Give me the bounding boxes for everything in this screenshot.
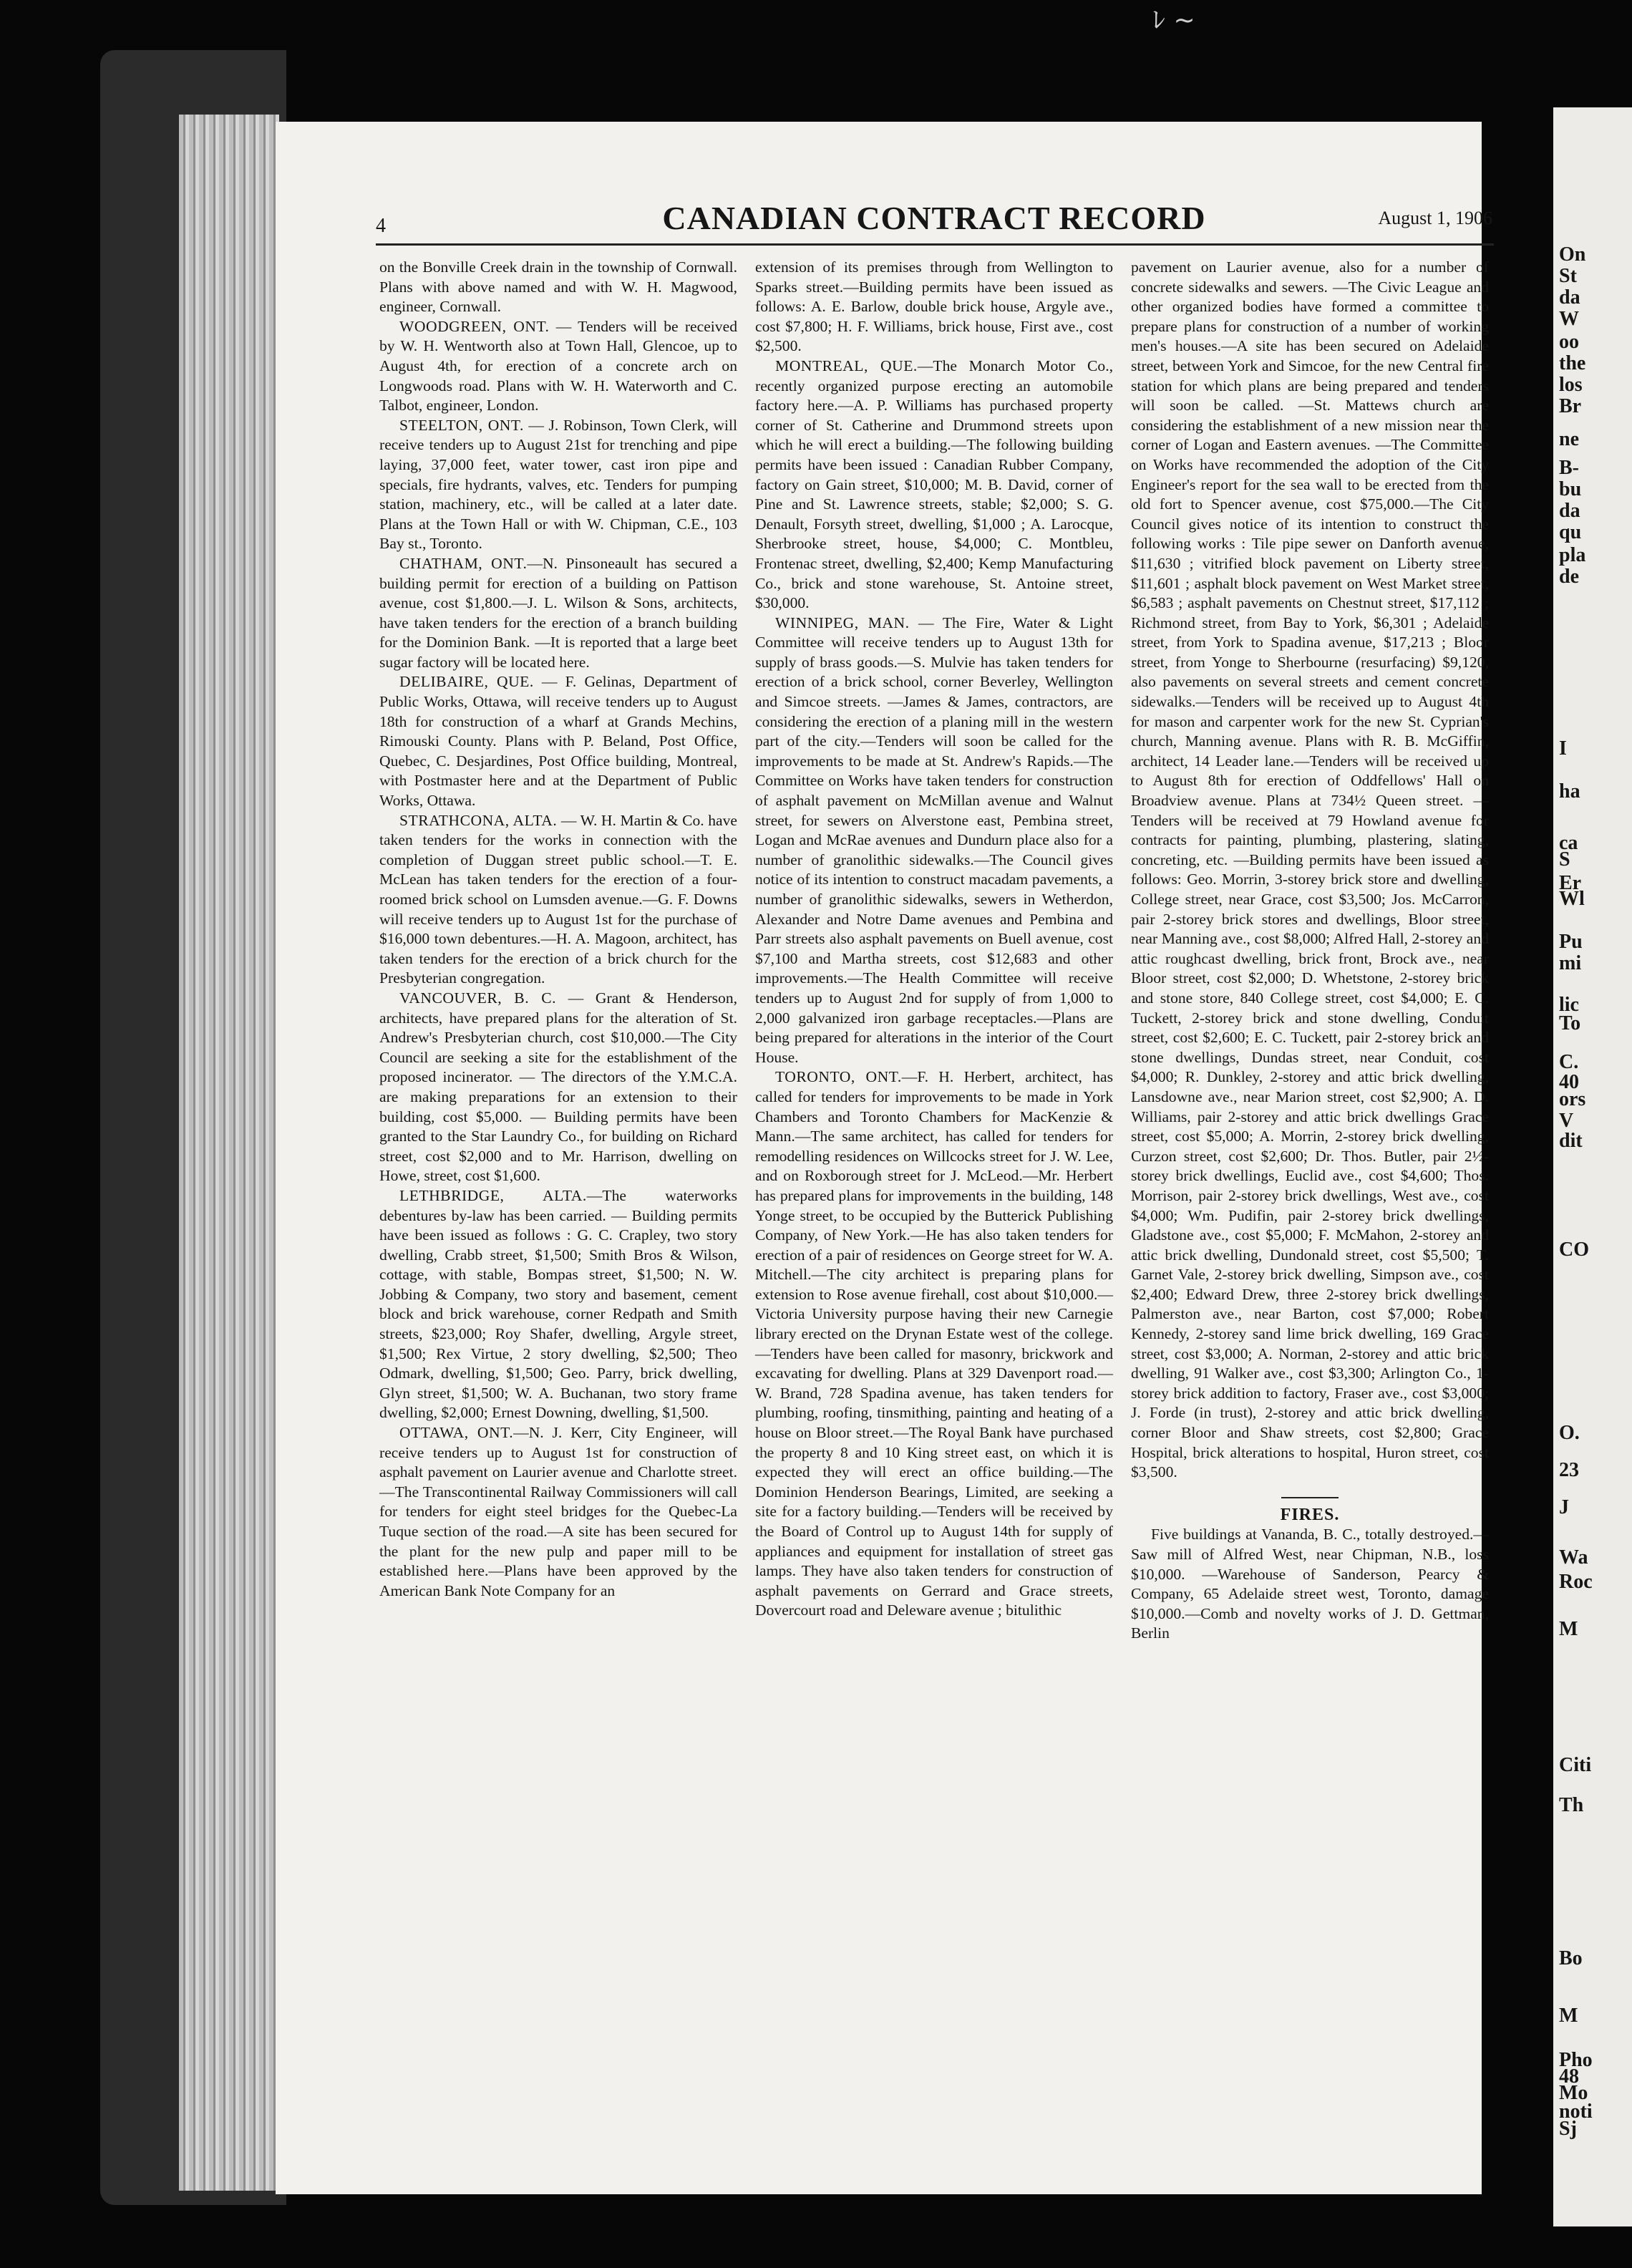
newspaper-page [276, 122, 1492, 2194]
adjacent-page-fragment: St [1559, 265, 1577, 287]
adjacent-page-fragment: Er [1559, 872, 1582, 894]
adjacent-page-fragment: los [1559, 374, 1583, 396]
adjacent-page-fragment: M [1559, 2005, 1578, 2027]
adjacent-page-fragment: da [1559, 286, 1580, 309]
adjacent-page-fragment: bu [1559, 478, 1582, 500]
dateline: OTTAWA, ONT. [399, 1424, 514, 1442]
adjacent-page-fragment: Pu [1559, 931, 1583, 953]
adjacent-page-fragment: B- [1559, 457, 1579, 479]
paragraph-text: —The waterworks debentures by-law has been carried. — Building permits have been issued as follows : G. C. Crapley, two story dwelling, Crabb street, $1,500; Smith Bros & Wilson, cottage, with stable, Bompas street, $1,500; N. W. Jobbing & Company, two story and basement, cement block and brick warehouse, corner Redpath and Smith streets, $23,000; Roy Shafer, dwelling, Argyle street, $1,500; Rex Virtue, 2 story dwelling, $2,500; Theo Odmark, dwelling, $1,500; Geo. Parry, brick dwelling, Glyn street, $1,500; W. A. Buchanan, two story frame dwelling, $2,000; Ernest Downing, dwelling, $1,500. [379, 1186, 737, 1422]
adjacent-page-fragment: lic [1559, 994, 1579, 1016]
paragraph-text: extension of its premises through from Wellington to Sparks street.—Building permits have been issued as follows: A. E. Barlow, double brick house, Argyle ave., cost $7,800; H. F. Williams, brick house, First ave., cost $2,500. [755, 258, 1113, 355]
dateline: CHATHAM, ONT. [399, 554, 528, 572]
article-paragraph [379, 416, 737, 554]
article-paragraph [755, 357, 1113, 614]
section-title: FIRES. [1280, 1505, 1340, 1524]
paragraph-text: —F. H. Herbert, architect, has called for tenders for improvements to be made in York Chambers and Toronto Chambers for MacKenzie & Mann.—The same architect, has called for tenders for remodelling residences on Willcocks street for J. W. Lee, and on Roxborough street for J. McLeod.—Mr. Herbert has prepared plans for improvements in the building, 148 Yonge street, to be occupied by the Butterick Publishing Company, of New York.—He has also taken tenders for erection of a pair of residences on George street for W. A. Mitchell.—The city architect is preparing plans for extension to Rose avenue firehall, cost about $10,000.—Victoria University purpose having their new Carnegie library erected on the Drynan Estate west of the college.—Tenders have been called for masonry, brickwork and excavating for dwelling. Plans at 329 Davenport road.—W. Brand, 728 Spadina avenue, has taken tenders for plumbing, roofing, tinsmithing, painting and heating of a house on Bloor street.—The Royal Bank have purchased the property 8 and 10 King street east, on which it is expected they will erect an office building.—The Dominion Henderson Bearings, Limited, are seeking a site for a factory building.—Tenders will be received by the Board of Control up to August 14th for supply of appliances and equipment for installation of street gas lamps. They have also taken tenders for construction of asphalt pavements on Gerrard and Grace streets, Dovercourt road and Deleware avenue ; bitulithic [755, 1068, 1113, 1619]
adjacent-page-fragment: Th [1559, 1794, 1584, 1816]
adjacent-page-fragment: ca [1559, 832, 1578, 854]
article-paragraph [379, 811, 737, 989]
header-rule [376, 243, 1494, 246]
page-number: 4 [376, 215, 386, 237]
paragraph-text: — The Fire, Water & Light Committee will receive tenders up to August 13th for supply of brass goods.—S. Mulvie has taken tenders for erection of a brick school, corner Beverley, Wellington and Simcoe streets. —James & James, contractors, are considering the erection of a planing mill in the western part of the city.—Tenders will soon be called for the improvements to be made at St. Andrew's Rapids.—The Committee on Works have taken tenders for construction of asphalt pavement on McMillan avenue and Walnut street, for sewers on Alverstone east, Pembina street, Logan and McRae avenues and Dundurn place also for a number of granolithic sidewalks.—The Council gives notice of its intention to construct macadam pavements, a number of granolithic sidewalks, sewers in Wetherdon, Alexander and Notre Dame avenues and Pembina and Parr streets also asphalt pavements on Buell avenue, cost $7,100 and Martha streets, cost $12,683 and other improvements.—The Health Committee will receive tenders up to August 2nd for supply of from 1,000 to 2,000 galvanized iron garbage receptacles.—Plans are being prepared for alterations in the interior of the Court House. [755, 614, 1113, 1066]
adjacent-page-fragment: ha [1559, 780, 1580, 803]
dateline: LETHBRIDGE, ALTA. [399, 1186, 587, 1204]
adjacent-page-fragment: mi [1559, 952, 1582, 974]
dateline: WINNIPEG, MAN. [775, 614, 910, 631]
adjacent-page-edge [1553, 107, 1632, 2226]
dateline: VANCOUVER, B. C. [399, 989, 557, 1007]
article-paragraph [379, 672, 737, 810]
adjacent-page-fragment: S [1559, 848, 1570, 871]
adjacent-page-fragment: da [1559, 500, 1580, 522]
paragraph-text: — F. Gelinas, Department of Public Works, Ottawa, will receive tenders up to August 18th for construction of a wharf at Grands Mechins, Rimouski County. Plans with P. Beland, Post Office, Quebec, C. Desjardines, Post Office building, Montreal, with Postmaster here and at the Department of Public Works, Ottawa. [379, 673, 737, 810]
adjacent-page-fragment: On [1559, 243, 1586, 266]
paragraph-text: — J. Robinson, Town Clerk, will receive tenders up to August 21st for trenching and pipe laying, 37,000 feet, water tower, cast iron pipe and specials, fire hydrants, valves, etc. Tenders for pumping station, machinery, etc., will be called at a later date. Plans at the Town Hall or with W. Chipman, C.E., 103 Bay st., Toronto. [379, 416, 738, 553]
article-paragraph [379, 1186, 737, 1423]
adjacent-page-fragment: Citi [1559, 1754, 1592, 1776]
journal-title: CANADIAN CONTRACT RECORD [662, 200, 1206, 236]
adjacent-page-fragment: Mo [1559, 2082, 1588, 2104]
adjacent-page-fragment: V [1559, 1110, 1574, 1132]
adjacent-page-fragment: O. [1559, 1422, 1580, 1444]
issue-date: August 1, 1906 [1378, 208, 1492, 228]
paragraph-text: — Tenders will be received by W. H. Wentworth also at Town Hall, Glencoe, up to August 4th, for erection of a concrete arch on Longwoods road. Plans with W. H. Waterworth and C. Talbot, engineer, London. [379, 317, 737, 415]
article-paragraph [379, 989, 737, 1186]
adjacent-page-fragment: CO [1559, 1239, 1589, 1261]
paragraph-text: — W. H. Martin & Co. have taken tenders for the works in connection with the completion of Duggan street public school.—T. E. McLean has taken tenders for the erection of a four-roomed brick school on Lumsden avenue.—G. F. Downs will receive tenders up to August 1st for the purchase of $16,000 town debentures.—H. A. Magoon, architect, has taken tenders for the erection of a brick church for the Presbyterian congregation. [379, 811, 737, 987]
article-paragraph [1131, 258, 1489, 1483]
dateline: DELIBAIRE, QUE. [399, 673, 534, 691]
column-1 [379, 258, 737, 1601]
dateline: TORONTO, ONT. [775, 1068, 902, 1086]
section-rule [1281, 1497, 1339, 1498]
paragraph-text: —N. J. Kerr, City Engineer, will receive tenders up to August 1st for construction of asphalt pavement on Laurier avenue and Charlotte street.—The Transcontinental Railway Commissioners will call for tenders for eight steel bridges for the Quebec-La Tuque section of the road.—A site has been secured for the plant for the new pulp and paper mill to be established here.—Plans have been approved by the American Bank Note Company for an [379, 1424, 737, 1599]
dateline: STEELTON, ONT. [399, 416, 524, 434]
dateline: MONTREAL, QUE. [775, 357, 918, 374]
column-3 [1131, 258, 1489, 1644]
article-paragraph [379, 554, 737, 673]
dateline: WOODGREEN, ONT. [399, 317, 550, 335]
adjacent-page-fragment: 23 [1559, 1459, 1579, 1481]
adjacent-page-fragment: Sj [1559, 2118, 1577, 2140]
page-stack-edges [179, 115, 279, 2191]
paragraph-text: pavement on Laurier avenue, also for a number of concrete sidewalks and sewers. —The Civic League and other organized bodies have formed a committee to prepare plans for construction of a number of working men's houses.—A site has been secured on Adelaide street, between York and Simcoe, for the new Central fire station for which plans are being prepared and tenders will soon be called. —St. Mattews church are considering the establishment of a new mission near the corner of Logan and Eastern avenues. —The Committee on Works have recommended the adoption of the City Engineer's report for the sea wall to be erected from the old fort to Spencer avenue, cost $75,000.—The City Council gives notice of its intention to construct the following works : Tile pipe sewer on Danforth avenue, $11,630 ; vitrified block pavement on Liberty street, $11,601 ; asphalt block pavement on West Market street, $6,583 ; asphalt pavements on Chestnut street, $17,112 ; Richmond street, from Bay to York, $6,301 ; Adelaide street, from York to Spadina avenue, $17,213 ; Bloor street, from Yonge to Sherbourne (resurfacing) $9,120, also pavements on several streets and cement concrete sidewalks.—Tenders will be received up to August 4th for mason and carpenter work for the new St. Cyprian's church, Manning avenue. Plans with R. B. McGiffin, architect, 14 Leader lane.—Tenders will be received up to August 8th for erection of Oddfellows' Hall on Broadview avenue. Plans at 734½ Queen street. — Tenders will be received at 79 Howland avenue for contracts for painting, plumbing, plastering, slating, concreting, etc. —Building permits have been issued as follows: Geo. Morrin, 3-storey brick store and dwelling, College street, near Grace, cost $3,500; Jos. McCarron, pair 2-storey brick stores and dwellings, Bloor street, near Manning ave., cost $8,000; Alfred Hall, 2-storey and attic roughcast dwelling, brick front, Brock ave., near Bloor street, cost $2,000; D. Whetstone, 2-storey brick and stone store, 840 College street, cost $4,000; E. C. Tuckett, 2-storey brick and stone dwelling, Conduit street, cost $2,600; E. C. Tuckett, pair 2-storey brick and stone dwellings, Dundas street, near Conduit, cost $4,000; R. Dunkley, 2-storey and attic brick dwelling, Lansdowne ave., near Marion street, cost $2,900; A. D. Williams, pair 2-storey and attic brick dwellings Grace street, cost $5,000; A. Morrin, 2-storey brick dwelling, Curzon street, cost $2,600; Dr. Thos. Butler, pair 2½-storey brick dwellings, Euclid ave., cost $4,600; Thos. Morrison, pair 2-storey brick dwellings, West ave., cost $4,000; Wm. Pudifin, pair 2-storey brick dwellings, Gladstone ave., cost $5,000; F. McMahon, 2-storey and attic brick dwelling, Dundonald street, cost $5,500; T. Garnet Vale, 2-storey brick dwelling, Simpson ave., cost $2,400; Edward Drew, three 2-storey brick dwellings, Palmerston ave., near Barton, cost $7,000; Robert Kennedy, 2-storey sand lime brick dwelling, 169 Grace street, cost $3,000; A. Norman, 2-storey and attic brick dwelling, 91 Walker ave., cost $3,300; Arlington Co., 1-storey brick addition to factory, Fraser ave., cost $3,000; J. Forde (in trust), 2-storey and attic brick dwelling, corner Bloor and Shaw streets, cost $2,800; Grace Hospital, brick alterations to hospital, Huron street, cost $3,500. [1131, 258, 1489, 1481]
article-paragraph [379, 317, 737, 416]
paragraph-text: —N. Pinsoneault has secured a building permit for erection of a building on Pattison avenue, cost $1,800.—J. L. Wilson & Sons, architects, have taken tenders for the erection of a branch building for the Dominion Bank. —It is reported that a large beet sugar factory will be located here. [379, 554, 738, 671]
adjacent-page-fragment: the [1559, 352, 1586, 374]
adjacent-page-fragment: Roc [1559, 1571, 1593, 1593]
adjacent-page-fragment: Bo [1559, 1947, 1583, 1969]
adjacent-page-fragment: Wa [1559, 1546, 1588, 1569]
paragraph-text: Five buildings at Vananda, B. C., totally destroyed.—Saw mill of Alfred West, near Chipman, N.B., loss $10,000. —Warehouse of Sanderson, Pearcy & Company, 65 Adelaide street west, Toronto, damage $10,000.—Comb and novelty works of J. D. Gettman, Berlin [1131, 1526, 1489, 1642]
adjacent-page-fragment: To [1559, 1012, 1581, 1034]
column-2 [755, 258, 1113, 1621]
adjacent-page-fragment: 48 [1559, 2065, 1579, 2088]
dateline: STRATHCONA, ALTA. [399, 811, 558, 829]
article-paragraph [379, 1423, 737, 1601]
adjacent-page-fragment: dit [1559, 1130, 1583, 1152]
paragraph-text: — Grant & Henderson, architects, have prepared plans for the alteration of St. Andrew's Presbyterian church, cost $10,000.—The City Council are seeking a site for the establishment of the proposed incinerator. — The directors of the Y.M.C.A. are making preparations for an extension to their building, cost $5,000. — Building permits have been granted to the Star Laundry Co., for building on Richard street, cost $2,000 and to Mr. Harrison, dwelling on Howe, street, cost $1,600. [379, 989, 738, 1185]
adjacent-page-fragment: pla [1559, 544, 1586, 566]
article-paragraph [379, 258, 737, 317]
adjacent-page-fragment: C. [1559, 1051, 1579, 1073]
adjacent-page-fragment: 40 [1559, 1071, 1579, 1093]
adjacent-page-fragment: I [1559, 737, 1567, 760]
adjacent-page-fragment: Br [1559, 395, 1582, 417]
top-scan-marks: ﾚ ~ [1152, 6, 1195, 35]
adjacent-page-fragment: de [1559, 566, 1579, 588]
article-paragraph [755, 614, 1113, 1068]
adjacent-page-fragment: ors [1559, 1088, 1586, 1110]
running-head [376, 199, 1492, 242]
adjacent-page-fragment: ne [1559, 428, 1579, 450]
paragraph-text: on the Bonville Creek drain in the township of Cornwall. Plans with above named and with W. H. Magwood, engineer, Cornwall. [379, 258, 737, 316]
adjacent-page-fragment: noti [1559, 2100, 1593, 2123]
adjacent-page-fragment: qu [1559, 521, 1582, 543]
adjacent-page-fragment: Wl [1559, 888, 1585, 910]
article-paragraph [1131, 1525, 1489, 1644]
adjacent-page-fragment: J [1559, 1496, 1569, 1518]
article-paragraph [755, 258, 1113, 357]
adjacent-page-fragment: M [1559, 1618, 1578, 1640]
paragraph-text: —The Monarch Motor Co., recently organized purpose erecting an automobile factory here.—A. P. Williams has purchased property corner of St. Catherine and Drummond streets upon which he will erect a building.—The following building permits have been issued : Canadian Rubber Company, factory on Gain street, $10,000; M. B. David, corner of Pine and St. Lawrence streets, stable; $2,000; S. G. Denault, Forsyth street, dwelling, $1,000 ; A. Larocque, Sherbrooke street, house, $4,000; C. Montbleu, Frontenac street, dwelling, $2,400; Kemp Manufacturing Co., brick and stone warehouse, St. Antoine street, $30,000. [755, 357, 1113, 612]
adjacent-page-fragment: oo [1559, 331, 1579, 353]
adjacent-page-fragment: Pho [1559, 2049, 1593, 2071]
article-paragraph [755, 1067, 1113, 1621]
adjacent-page-fragment: W [1559, 308, 1579, 330]
